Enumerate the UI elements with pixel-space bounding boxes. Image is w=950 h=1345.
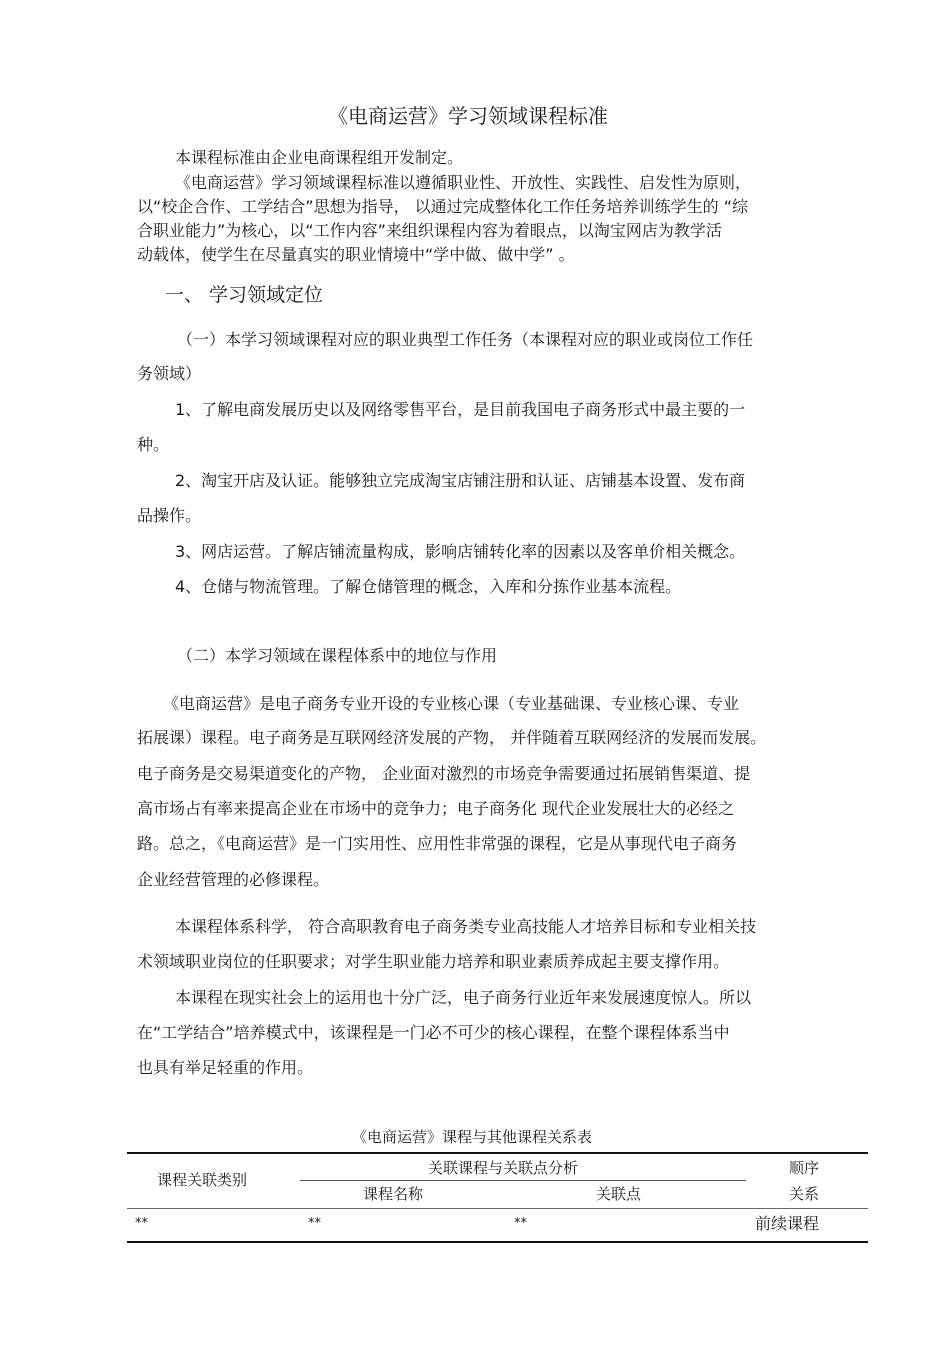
intro-line: 合职业能力”为核心，以“工作内容”来组织课程内容为着眼点，以淘宝网店为教学活 (137, 221, 722, 240)
table-top-rule (127, 1152, 868, 1154)
table-header-divider (300, 1180, 746, 1181)
section-heading: 一、 学习领域定位 (165, 284, 324, 306)
cell-course-name: ** (308, 1216, 321, 1231)
paragraph-line: 《电商运营》是电子商务专业开设的专业核心课（专业基础课、专业核心课、专业 (163, 694, 740, 713)
task-item: 3、网店运营。了解店铺流量构成，影响店铺转化率的因素以及客单价相关概念。 (175, 542, 746, 561)
header-group: 关联课程与关联点分析 (428, 1159, 579, 1177)
table-bottom-rule (127, 1241, 868, 1243)
cell-order: 前续课程 (755, 1214, 820, 1233)
task-item: 1、了解电商发展历史以及网络零售平台，是目前我国电子商务形式中最主要的一 (175, 400, 746, 419)
paragraph-line: 在“工学结合”培养模式中，该课程是一门必不可少的核心课程，在整个课程体系当中 (137, 1023, 730, 1042)
paragraph-line: 路。总之，《电商运营》是一门实用性、应用性非常强的课程，它是从事现代电子商务 (137, 834, 738, 853)
paragraph-line: 本课程体系科学， 符合高职教育电子商务类专业高技能人才培养目标和专业相关技 (175, 917, 757, 936)
intro-line: 《电商运营》学习领域课程标准以遵循职业性、开放性、实践性、启发性为原则， (175, 173, 752, 192)
table-header-rule (127, 1208, 868, 1209)
header-relation-point: 关联点 (596, 1185, 642, 1203)
paragraph-line: 企业经营管理的必修课程。 (137, 870, 330, 889)
task-item: 2、淘宝开店及认证。能够独立完成淘宝店铺注册和认证、店铺基本设置、发布商 (175, 471, 746, 490)
paragraph-line: 电子商务是交易渠道变化的产物， 企业面对激烈的市场竞争需要通过拓展销售渠道、提 (137, 764, 751, 783)
paragraph-line: 也具有举足轻重的作用。 (137, 1058, 314, 1077)
paragraph-line: 本课程在现实社会上的运用也十分广泛，电子商务行业近年来发展速度惊人。所以 (175, 988, 752, 1007)
paragraph-line: 拓展课）课程。电子商务是互联网经济发展的产物， 并伴随着互联网经济的发展而发展。 (137, 728, 767, 747)
subsection-heading-line: 务领域） (137, 364, 202, 383)
intro-line: 以“校企合作、工学结合”思想为指导， 以通过完成整体化工作任务培养训练学生的 “综 (137, 197, 749, 216)
cell-category: ** (135, 1216, 148, 1231)
header-category: 课程关联类别 (157, 1171, 248, 1189)
cell-relation-point: ** (514, 1216, 527, 1231)
table-caption: 《电商运营》课程与其他课程关系表 (352, 1128, 593, 1146)
paragraph-line: 术领域职业岗位的任职要求；对学生职业能力培养和职业素质养成起主要支撑作用。 (137, 952, 730, 971)
task-item: 4、仓储与物流管理。了解仓储管理的概念，入库和分拣作业基本流程。 (175, 577, 682, 596)
header-order-line: 关系 (789, 1185, 820, 1203)
header-order-line: 顺序 (789, 1159, 820, 1177)
subsection-heading: （二）本学习领域在课程体系中的地位与作用 (177, 646, 498, 665)
intro-line: 动载体，使学生在尽量真实的职业情境中“学中做、做中学” 。 (137, 245, 575, 264)
header-course-name: 课程名称 (363, 1185, 424, 1203)
document-title: 《电商运营》学习领域课程标准 (328, 104, 608, 128)
intro-line: 本课程标准由企业电商课程组开发制定。 (175, 148, 464, 167)
subsection-heading-line: （一）本学习领域课程对应的职业典型工作任务（本课程对应的职业或岗位工作任 (177, 330, 754, 349)
task-item: 种。 (137, 435, 170, 454)
task-item: 品操作。 (137, 506, 202, 525)
paragraph-line: 高市场占有率来提高企业在市场中的竞争力；电子商务化 现代企业发展壮大的必经之 (137, 799, 735, 818)
